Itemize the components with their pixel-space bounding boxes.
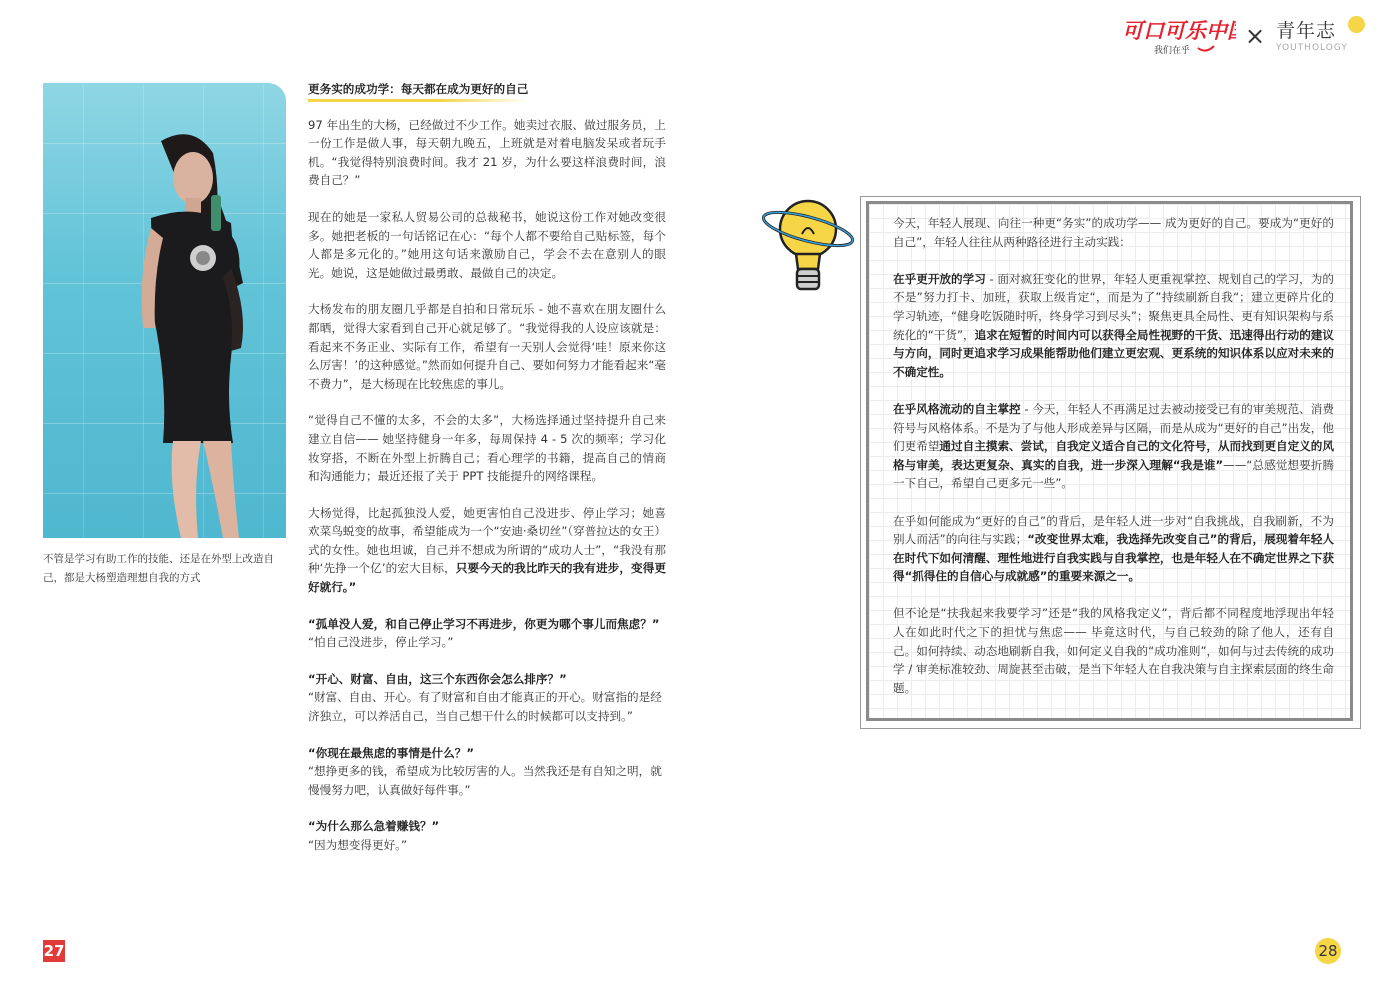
box-intro: 今天，年轻人展现、向往一种更“务实”的成功学—— 成为更好的自己。要成为“更好的自己”，年轻人往往从两种路径进行主动实践： (893, 216, 1334, 249)
youthology-logo-text: 青年志 (1276, 20, 1337, 42)
qa-item (308, 817, 666, 854)
paragraph-5-text: 大杨觉得，比起孤独没人爱，她更害怕自己没进步、停止学习；她喜欢菜鸟蜕变的故事，希望能成为一个“安迪·桑切丝”（穿普拉达的女王）式的女性。她也坦诚，自己并不想成为所谓的“成功人士”，“我没有那种‘先挣一个亿’的宏大目标， (308, 505, 666, 576)
qa-answer: “财富、自由、开心。有了财富和自由才能真正的开心。财富指的是经济独立，可以养活自己，当自己想干什么的时候都可以支持到。” (308, 690, 662, 724)
box-section-learning-title: 在乎更开放的学习 (893, 271, 986, 286)
qa-question: “为什么那么急着赚钱？” (308, 819, 440, 834)
qa-answer: “因为想变得更好。” (308, 838, 407, 852)
cross-icon: × (1245, 22, 1266, 50)
box-section-style-text: - 今天，年轻人不再满足过去被动接受已有的审美规范、消费符号与风格体系。不是为了与他人形成差异与区隔，而是从成为“更好的自己”出发，他们更希望 (893, 401, 1334, 454)
cola-logo-text: 可口可乐中国 (1122, 18, 1236, 43)
cola-logo-sub: 我们在乎 (1154, 46, 1191, 56)
box-paragraph-3-bold: “改变世界太难，我选择先改变自己”的背后，展现着年轻人在时代下如何清醒、理性地进行自我实践与自我掌控，也是年轻人在不确定世界之下获得“抓得住的自信心与成就感”的重要来源之一。 (893, 532, 1334, 584)
section-heading: 更务实的成功学：每天都在成为更好的自己 (308, 80, 528, 102)
box-section-style-tail: ——“总感觉想要折腾一下自己，希望自己更多元一些”。 (893, 457, 1334, 491)
qa-question: “你现在最焦虑的事情是什么？” (308, 745, 474, 760)
box-section-learning (893, 270, 1334, 382)
qa-item (308, 670, 666, 726)
photo-caption: 不管是学习有助工作的技能、还是在外型上改造自己，都是大杨塑造理想自我的方式 (43, 553, 274, 584)
paragraph-5 (308, 504, 666, 597)
page-number-right: 28 (1315, 938, 1341, 964)
paragraph-4: “觉得自己不懂的太多，不会的太多”，大杨选择通过坚持提升自己来建立自信—— 她坚持健身一年多，每周保持 4 - 5 次的频率；学习化妆穿搭，不断在外型上折腾自己；看心理学的书籍，提高自己的情商和沟通能力；最近还报了关于 PPT 技能提升的网络课程。 (308, 413, 666, 484)
box-section-style-title: 在乎风格流动的自主掌控 (893, 401, 1021, 416)
box-paragraph-4: 但不论是“扶我起来我要学习”还是“我的风格我定义”，背后都不同程度地浮现出年轻人在如此时代之下的担忧与焦虑—— 毕竟这时代，与自己较劲的除了他人，还有自己。如何持续、动态地刷新自我，如何定义自我的“成功准则”，如何与过去传统的成功学 / 审美标准较劲、周旋甚至击破，是当下年轻人在自我决策与自主探索层面的终生命题。 (893, 606, 1334, 695)
box-paragraph-3-text: 在乎如何能成为“更好的自己”的背后，是年轻人进一步对“自我挑战，自我刷新，不为别人而活”的向往与实践； (893, 513, 1334, 547)
portrait-photo (43, 83, 286, 538)
qa-question: “开心、财富、自由，这三个东西你会怎么排序？” (308, 671, 567, 686)
yellow-dot-icon (1348, 16, 1365, 33)
article-column-left (308, 80, 666, 873)
paragraph-5-bold: 只要今天的我比昨天的我有进步，变得更好就行。” (308, 561, 666, 595)
qa-answer: “怕自己没进步，停止学习。” (308, 635, 454, 650)
paragraph-3: 大杨发布的朋友圈几乎都是自拍和日常玩乐 - 她不喜欢在朋友圈什么都晒，觉得大家看到自己开心就足够了。“我觉得我的人设应该就是：看起来不务正业、实际有工作，希望有一天别人会觉得‘哇！原来你这么厉害！’的这种感觉。”然而如何提升自己、要如何努力才能看起来“毫不费力”，是大杨现在比较焦虑的事儿。 (308, 302, 666, 391)
qa-item (308, 615, 666, 652)
woman-figure-illustration (43, 83, 286, 538)
box-section-learning-bold: 追求在短暂的时间内可以获得全局性视野的干货、迅速得出行动的建议与方向，同时更追求学习成果能帮助他们建立更宏观、更系统的知识体系以应对未来的不确定性。 (893, 327, 1334, 379)
info-box-text (893, 214, 1334, 716)
box-paragraph-3 (893, 512, 1334, 586)
paragraph-1: 97 年出生的大杨，已经做过不少工作。她卖过衣服、做过服务员，上一份工作是做人事，每天朝九晚五，上班就是对着电脑发呆或者玩手机。“我觉得特别浪费时间。我才 21 岁，为什么要这样浪费时间，浪费自己？” (308, 117, 666, 188)
qa-answer: “想挣更多的钱，希望成为比较厉害的人。当然我还是有自知之明，就慢慢努力吧，认真做好每件事。” (308, 764, 662, 797)
coca-cola-china-logo (1120, 16, 1236, 56)
box-section-style (893, 400, 1334, 493)
qa-item (308, 744, 666, 800)
page-number-left: 27 (43, 942, 65, 960)
paragraph-2: 现在的她是一家私人贸易公司的总裁秘书，她说这份工作对她改变很多。她把老板的一句话铭记在心：“每个人都不要给自己贴标签，每个人都是多元化的。”她用这句话来激励自己，学会不去在意别人的眼光。她说，这是她做过最勇敢、最做自己的决定。 (308, 209, 666, 280)
youthology-logo-sub: YOUTHOLOGY (1276, 43, 1348, 53)
box-section-style-bold: 通过自主摸索、尝试，自我定义适合自己的文化符号，从而找到更自定义的风格与审美，表达更复杂、真实的自我，进一步深入理解“我是谁” (893, 439, 1334, 472)
lightbulb-planet-icon (760, 194, 860, 299)
box-section-learning-text: - 面对疯狂变化的世界，年轻人更重视掌控、规划自己的学习，为的不是”努力打卡、加班，获取上级肯定“，而是为了”持续刷新自我“；建立更碎片化的学习轨迹，“健身吃饭随时听，终身学习到尽头”；聚焦更具全局性、更有知识架构与系统化的“干货”， (893, 271, 1334, 342)
qa-question: “孤单没人爱，和自己停止学习不再进步，你更为哪个事儿而焦虑？” (308, 616, 660, 631)
